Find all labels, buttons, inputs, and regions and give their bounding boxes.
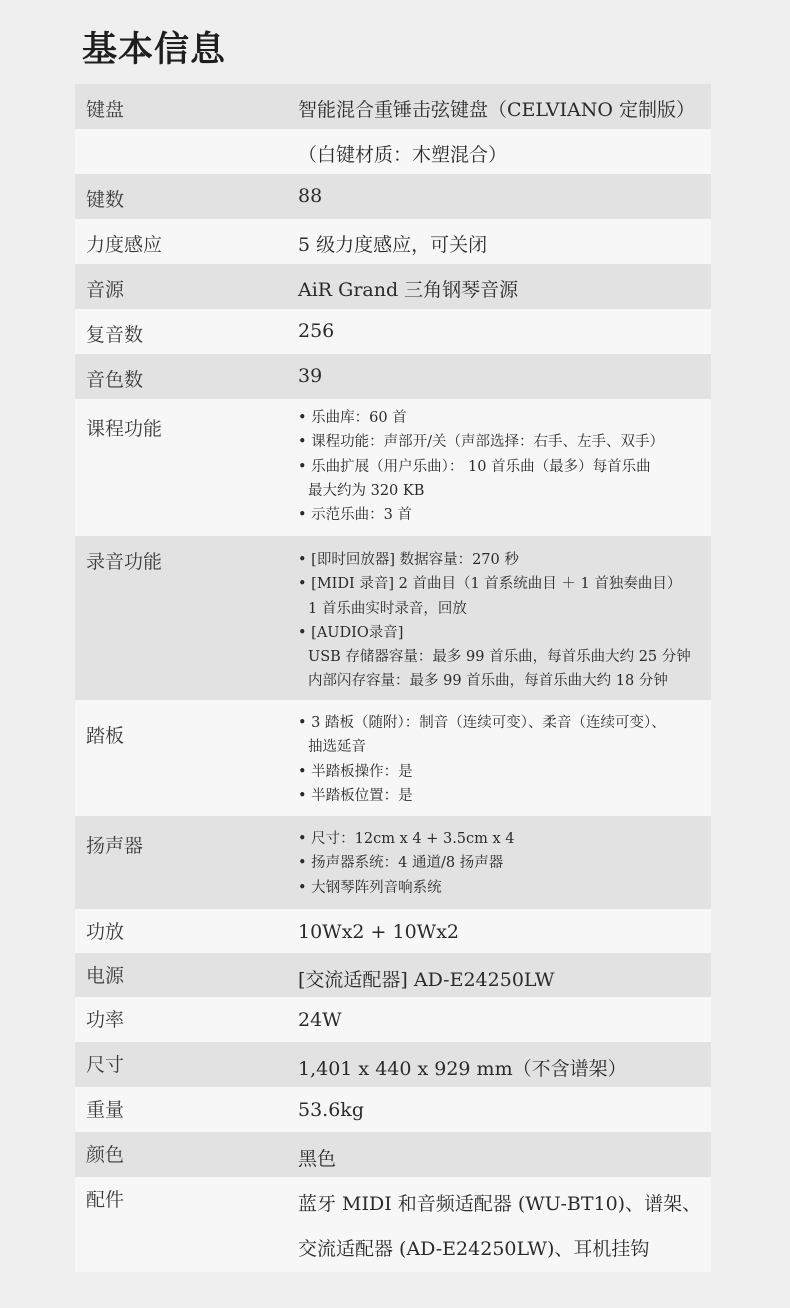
spec-label: 力度感应 — [86, 234, 163, 256]
spec-value-list — [298, 711, 666, 808]
spec-table — [75, 84, 711, 1272]
spec-line: • 课程功能：声部开/关（声部选择：右手、左手、双手） — [298, 434, 665, 451]
spec-line: • 半踏板操作：是 — [298, 763, 413, 780]
spec-row-dimensions — [75, 1042, 711, 1087]
spec-line: • 示范乐曲：3 首 — [298, 507, 412, 524]
spec-label: 复音数 — [86, 324, 144, 346]
spec-row-power-consumption — [75, 997, 711, 1042]
spec-value: 39 — [298, 365, 323, 387]
page-title: 基本信息 — [82, 30, 227, 70]
spec-row-keyboard — [75, 84, 711, 129]
spec-row-amplifier — [75, 909, 711, 953]
spec-value-list — [298, 827, 515, 900]
spec-line: • 乐曲扩展（用户乐曲）： 10 首乐曲（最多）每首乐曲 — [298, 458, 651, 475]
spec-row-polyphony — [75, 309, 711, 354]
spec-value: 5 级力度感应，可关闭 — [298, 234, 488, 256]
spec-label: 颜色 — [86, 1144, 125, 1166]
spec-row-sound-source — [75, 264, 711, 309]
spec-label: 踏板 — [86, 725, 125, 747]
spec-row-keys — [75, 174, 711, 219]
spec-value: 智能混合重锤击弦键盘（CELVIANO 定制版） — [298, 99, 695, 121]
spec-label: 尺寸 — [86, 1054, 125, 1076]
spec-line: • 乐曲库：60 首 — [298, 410, 407, 426]
spec-value: 交流适配器 (AD-E24250LW)、耳机挂钩 — [298, 1238, 650, 1260]
spec-value: AiR Grand 三角钢琴音源 — [298, 279, 519, 301]
spec-line: 内部闪存容量：最多 99 首乐曲，每首乐曲大约 18 分钟 — [308, 673, 668, 690]
spec-value: 88 — [298, 185, 323, 207]
spec-line: • [即时回放器] 数据容量：270 秒 — [298, 552, 519, 568]
spec-line: 1 首乐曲实时录音，回放 — [308, 600, 467, 617]
spec-value: 53.6kg — [298, 1099, 364, 1121]
spec-label: 录音功能 — [86, 551, 163, 573]
spec-label: 键盘 — [86, 99, 125, 121]
spec-row-lesson — [75, 399, 711, 536]
spec-row-keyboard-material — [75, 129, 711, 174]
spec-row-recording — [75, 536, 711, 700]
spec-value: 24W — [298, 1009, 342, 1031]
spec-line: • 3 踏板（随附）：制音（连续可变）、柔音（连续可变）、 — [298, 715, 666, 731]
spec-line: 抽选延音 — [308, 739, 366, 756]
spec-label: 电源 — [86, 965, 125, 987]
spec-value: 蓝牙 MIDI 和音频适配器 (WU-BT10)、谱架、 — [298, 1193, 702, 1215]
spec-value: 黑色 — [298, 1148, 337, 1170]
spec-line: • 半踏板位置：是 — [298, 787, 413, 804]
spec-row-color — [75, 1132, 711, 1177]
spec-value: （白键材质：木塑混合） — [298, 144, 508, 166]
spec-label: 音色数 — [86, 369, 144, 391]
spec-row-power-supply — [75, 953, 711, 997]
spec-value: 256 — [298, 320, 335, 342]
spec-line: • [MIDI 录音] 2 首曲目（1 首系统曲目 ＋ 1 首独奏曲目） — [298, 576, 682, 593]
spec-label: 音源 — [86, 279, 125, 301]
spec-line: USB 存储器容量：最多 99 首乐曲，每首乐曲大约 25 分钟 — [308, 649, 691, 666]
spec-line: • 尺寸：12cm x 4 + 3.5cm x 4 — [298, 831, 515, 847]
spec-line: • [AUDIO录音] — [298, 624, 404, 641]
spec-row-speakers — [75, 816, 711, 909]
spec-value: 10Wx2 + 10Wx2 — [298, 921, 460, 943]
spec-label: 键数 — [86, 189, 125, 211]
spec-value-list — [298, 406, 664, 527]
spec-value-list — [298, 548, 691, 694]
spec-line: • 扬声器系统：4 通道/8 扬声器 — [298, 855, 504, 872]
spec-row-accessories — [75, 1177, 711, 1272]
spec-line: • 大钢琴阵列音响系统 — [298, 879, 442, 896]
spec-row-weight — [75, 1087, 711, 1132]
spec-row-tones — [75, 354, 711, 399]
spec-label: 配件 — [86, 1189, 125, 1211]
spec-label: 扬声器 — [86, 835, 144, 857]
spec-label: 重量 — [86, 1099, 125, 1121]
spec-line: 最大约为 320 KB — [308, 482, 425, 499]
spec-label: 功率 — [86, 1009, 125, 1031]
spec-row-touch — [75, 219, 711, 264]
spec-label: 功放 — [86, 921, 125, 943]
spec-row-pedals — [75, 700, 711, 816]
spec-value: [交流适配器] AD-E24250LW — [298, 969, 555, 991]
spec-label: 课程功能 — [86, 418, 163, 440]
spec-value: 1,401 x 440 x 929 mm（不含谱架） — [298, 1058, 627, 1080]
